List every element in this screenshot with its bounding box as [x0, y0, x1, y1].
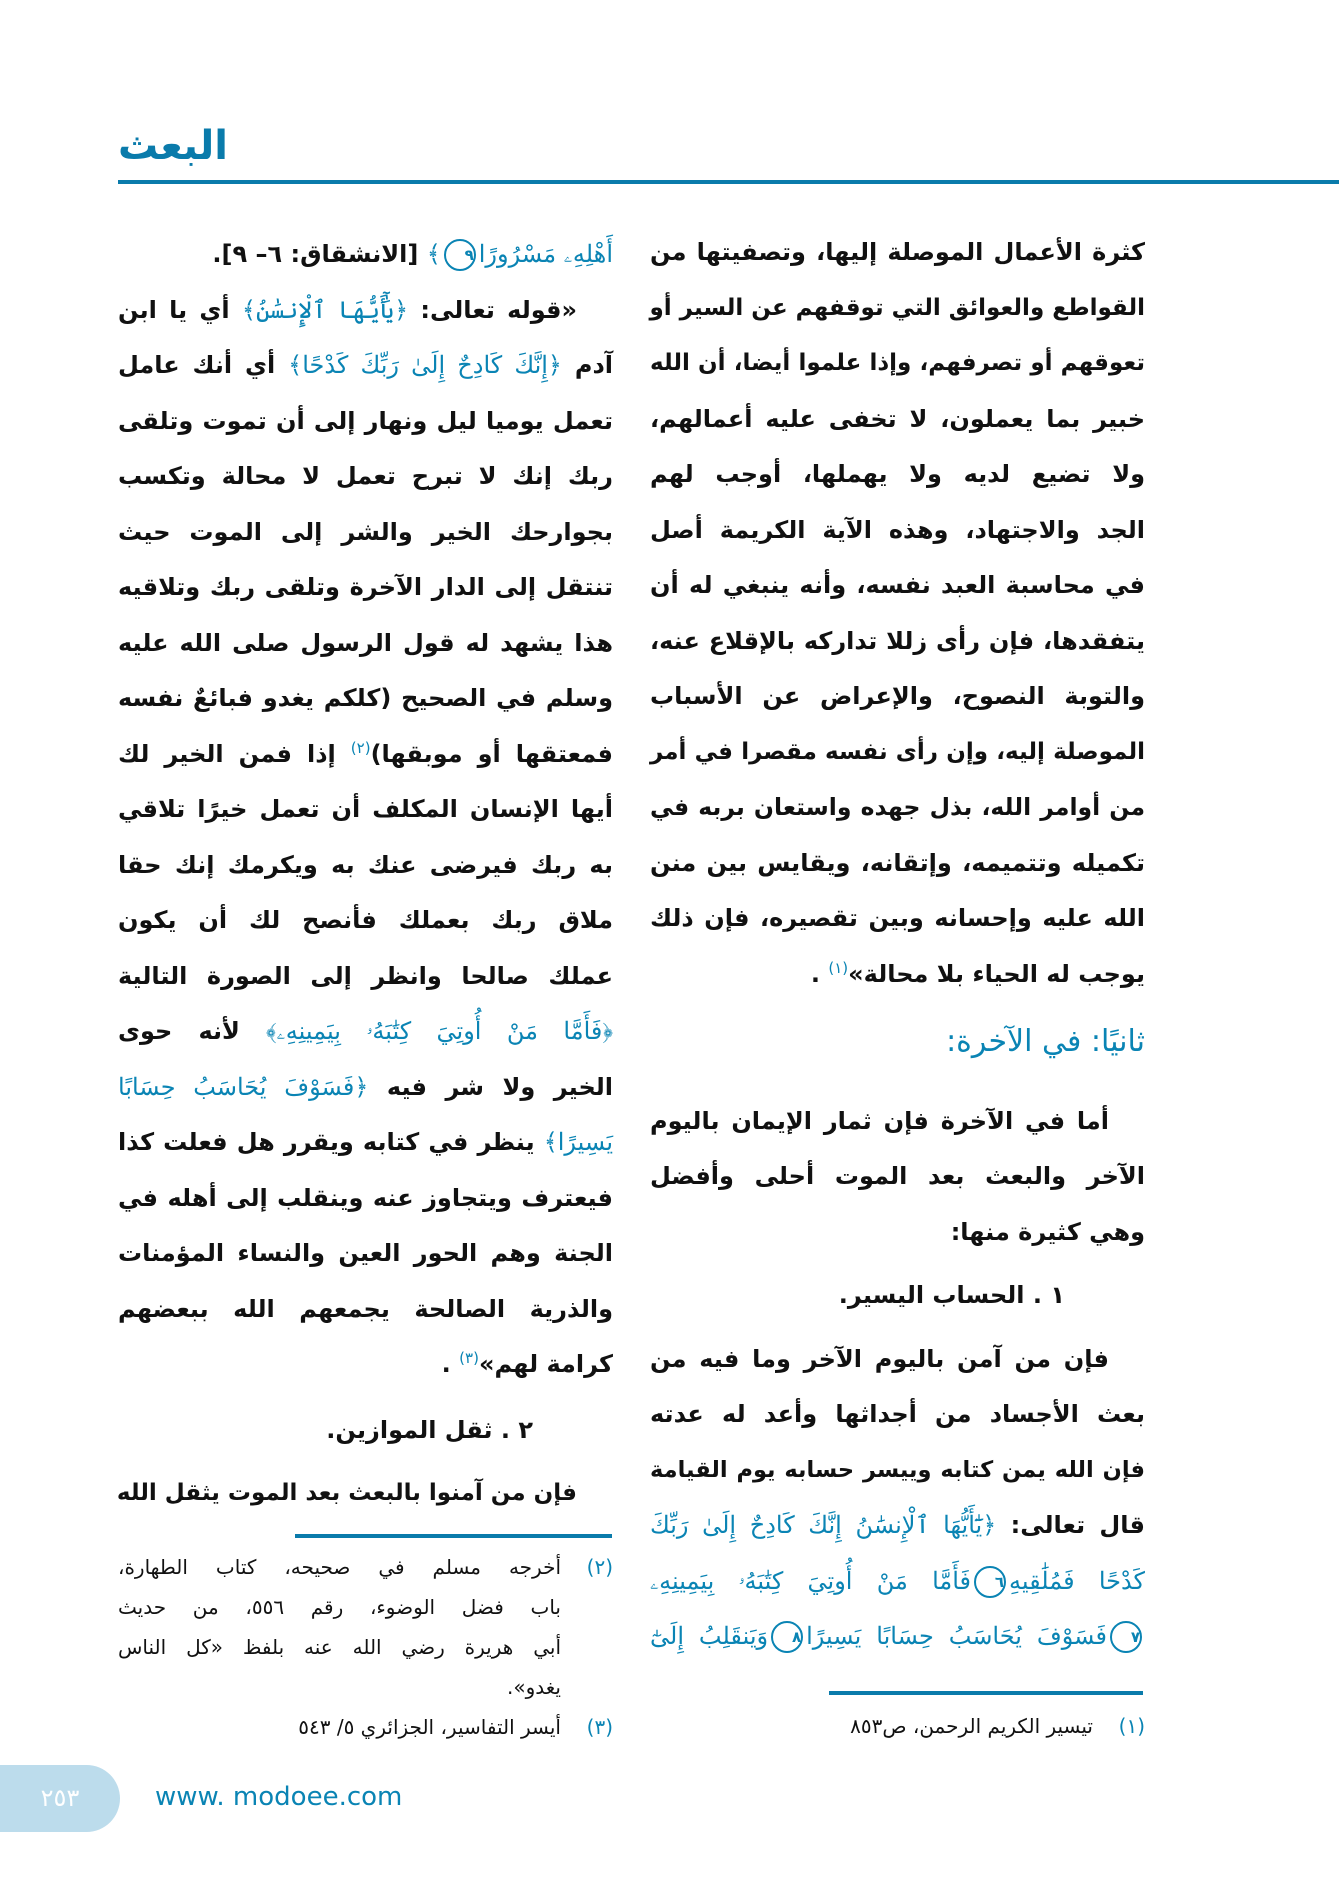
right-column — [650, 225, 1145, 1665]
section-heading — [650, 1014, 1145, 1070]
text-line — [650, 614, 1145, 670]
text-segment: فإن من آمن باليوم الآخر وما فيه من — [650, 1344, 1109, 1373]
quran-verse: كَدْحًا فَمُلَٰقِيهِ — [1009, 1566, 1145, 1595]
footnote — [650, 1706, 1145, 1746]
ayah-number-marker: ٦ — [974, 1566, 1006, 1598]
footnote-line: أيسر التفاسير، الجزائري ٥/ ٥٤٣ — [298, 1715, 561, 1739]
text-line — [650, 780, 1145, 836]
text-line — [650, 447, 1145, 503]
text-segment: ينظر في كتابه ويقرر هل فعلت كذا — [118, 1128, 544, 1156]
text-segment: يوجب له الحياء بلا محالة» — [848, 959, 1145, 988]
quran-verse: أَهْلِهِۦ مَسْرُورًا — [478, 240, 613, 268]
text-segment: عملك صالحا وانظر إلى الصورة التالية — [118, 961, 613, 990]
header-divider — [118, 180, 1339, 184]
text-line — [650, 1498, 1145, 1554]
text-segment: «قوله تعالى: — [408, 295, 577, 324]
text-segment: وسلم في الصحيح (كلكم يغدو فبائعٌ نفسه — [118, 684, 613, 712]
footnote-line: تيسير الكريم الرحمن، ص٨٥٣ — [850, 1714, 1093, 1738]
text-segment: الموصلة إليه، وإن رأى نفسه مقصرا في أمر — [650, 738, 1145, 765]
website-link[interactable]: www. modoee.com — [155, 1782, 403, 1812]
text-segment: تنتقل إلى الدار الآخرة وتلقى ربك وتلاقيه — [118, 573, 613, 601]
text-line — [118, 782, 613, 838]
text-segment: ١ . الحساب اليسير. — [838, 1281, 1065, 1309]
text-segment: هذا يشهد له قول الرسول صلى الله عليه — [118, 628, 613, 657]
text-segment: كرامة لهم» — [478, 1350, 613, 1378]
text-segment: . — [810, 959, 829, 988]
text-line — [650, 1387, 1145, 1443]
ayah-number-marker: ٨ — [771, 1621, 803, 1653]
text-line — [118, 1171, 613, 1227]
footnotes-left — [118, 1547, 613, 1747]
text-segment: أيها الإنسان المكلف أن تعمل خيرًا تلاقي — [118, 795, 613, 823]
text-segment: لأنه حوى — [118, 1017, 267, 1045]
ayah-number-marker: ٩ — [444, 239, 476, 271]
text-segment: آدم — [561, 351, 613, 379]
text-line — [650, 947, 1145, 1003]
text-segment: قال تعالى: — [996, 1511, 1145, 1539]
text-line — [118, 616, 613, 672]
text-line — [650, 1609, 1145, 1665]
text-segment: إذا فمن الخير لك — [118, 739, 351, 768]
text-segment: وهي كثيرة منها: — [950, 1217, 1145, 1246]
text-line — [118, 449, 613, 505]
text-line — [650, 891, 1145, 947]
footnote — [118, 1707, 613, 1747]
text-segment: تعوقهم أو تصرفهم، وإذا علموا أيضا، أن الله — [650, 350, 1145, 376]
text-segment: بعث الأجساد من أجداثها وأعد له عدته — [650, 1400, 1145, 1428]
quran-verse: ﴿يَٰٓأَيُّهَا ٱلْإِنسَٰنُ﴾ — [241, 295, 409, 324]
text-line — [650, 669, 1145, 725]
quran-verse: ﴿يَٰٓأَيُّهَا ٱلْإِنسَٰنُ إِنَّكَ كَادِحٌ إِلَىٰ رَبِّكَ — [650, 1511, 997, 1539]
text-segment: أما في الآخرة فإن ثمار الإيمان باليوم — [650, 1106, 1109, 1135]
footnote-text — [118, 1707, 561, 1747]
text-segment: ولا تضيع لديه ولا يهملها، أوجب لهم — [650, 460, 1145, 488]
text-segment: كثرة الأعمال الموصلة إليها، وتصفيتها من — [650, 238, 1145, 266]
footnote-divider-right — [829, 1691, 1143, 1695]
text-line — [650, 225, 1145, 281]
text-segment: أي أنك عامل — [118, 351, 289, 379]
text-segment: فيعترف ويتجاوز عنه وينقلب إلى أهله في — [118, 1183, 613, 1212]
quran-verse: ﴿فَأَمَّا مَنْ أُوتِيَ كِتَٰبَهُۥ بِيَمِينِهِۦ﴾ — [266, 1017, 613, 1045]
footnote-number: (١) — [1118, 1714, 1145, 1738]
footnote-divider-left — [295, 1534, 612, 1538]
ayah-number-marker: ٧ — [1110, 1621, 1142, 1653]
footnote-reference[interactable]: (٢) — [350, 738, 371, 757]
text-line — [118, 1282, 613, 1338]
text-line — [118, 338, 613, 394]
text-line — [650, 336, 1145, 392]
text-segment: يتفقدها، فإن رأى زللا تداركه بالإقلاع عنه، — [650, 626, 1145, 655]
list-item-heading — [650, 1268, 1145, 1324]
text-line — [118, 838, 613, 894]
footnote-number: (٣) — [586, 1715, 613, 1739]
text-segment: بجوارحك الخير والشر إلى الموت حيث — [118, 517, 613, 546]
text-line — [650, 1094, 1145, 1150]
text-segment: القواطع والعوائق التي توقفهم عن السير أو — [649, 294, 1145, 321]
footnotes-right — [650, 1706, 1145, 1746]
text-line — [118, 560, 613, 616]
text-segment: ثانيًا: في الآخرة: — [946, 1024, 1145, 1059]
text-segment: فإن الله يمن كتابه وييسر حسابه يوم القيامة — [650, 1456, 1145, 1483]
text-line — [118, 1060, 613, 1116]
text-segment: الآخر والبعث بعد الموت أحلى وأفضل — [650, 1162, 1145, 1190]
text-segment: أي يا ابن — [118, 295, 242, 324]
quran-verse: ﴿إِنَّكَ كَادِحٌ إِلَىٰ رَبِّكَ كَدْحًا﴾ — [288, 351, 562, 379]
text-line — [118, 893, 613, 949]
footnote-text — [118, 1547, 561, 1707]
text-segment: والذرية الصالحة يجمعهم الله ببعضهم — [118, 1294, 613, 1323]
text-segment: والتوبة النصوح، والإعراض عن الأسباب — [650, 682, 1145, 710]
text-line — [650, 392, 1145, 448]
text-line — [118, 949, 613, 1005]
text-line — [118, 1004, 613, 1060]
text-segment: في محاسبة العبد نفسه، وأنه ينبغي له أن — [650, 571, 1145, 599]
text-line — [650, 1443, 1145, 1499]
footnote — [118, 1547, 613, 1707]
text-line — [118, 1115, 613, 1171]
chapter-title: البعث — [118, 123, 228, 169]
list-item-heading — [118, 1403, 613, 1459]
text-line — [118, 1337, 613, 1393]
text-line — [118, 394, 613, 450]
left-column — [118, 227, 613, 1522]
text-segment: فإن من آمنوا بالبعث بعد الموت يثقل الله — [116, 1480, 577, 1506]
text-segment: ربك إنك لا تبرح تعمل لا محالة وتكسب — [118, 462, 613, 490]
footnote-line: أخرجه مسلم في صحيحه، كتاب الطهارة، — [118, 1555, 561, 1579]
text-line — [118, 283, 613, 339]
footnote-line: باب فضل الوضوء، رقم ٥٥٦، من حديث — [118, 1595, 561, 1619]
text-segment: ٢ . ثقل الموازين. — [326, 1415, 533, 1444]
text-line — [650, 558, 1145, 614]
text-line — [650, 1149, 1145, 1205]
footnote-line: أبي هريرة رضي الله عنه بلفظ «كل الناس — [118, 1635, 561, 1659]
text-segment: الخير ولا شر فيه — [368, 1072, 613, 1101]
quran-verse: ﴿فَسَوْفَ يُحَاسَبُ حِسَابًا — [118, 1072, 369, 1101]
quran-verse: ﴾ — [426, 240, 441, 268]
text-segment: ملاق ربك بعملك فأنصح لك أن يكون — [118, 906, 613, 934]
text-line — [650, 1554, 1145, 1610]
quran-verse: فَسَوْفَ يُحَاسَبُ حِسَابًا يَسِيرًا — [806, 1622, 1108, 1650]
text-line — [118, 727, 613, 783]
text-segment: خبير بما يعملون، لا تخفى عليه أعمالهم، — [650, 404, 1145, 433]
text-line — [650, 503, 1145, 559]
text-line — [118, 1226, 613, 1282]
text-segment: الجد والاجتهاد، وهذه الآية الكريمة أصل — [650, 515, 1145, 544]
text-segment: [الانشقاق: ٦– ٩]. — [212, 240, 427, 268]
footnote-reference[interactable]: (١) — [828, 958, 849, 977]
text-segment: . — [441, 1350, 460, 1378]
footnote-line: يغدو». — [507, 1675, 561, 1699]
footnote-number: (٢) — [586, 1555, 613, 1579]
text-segment: الجنة وهم الحور العين والنساء المؤمنات — [118, 1239, 613, 1267]
text-line — [650, 281, 1145, 337]
text-segment: تعمل يوميا ليل ونهار إلى أن تموت وتلقى — [118, 406, 613, 435]
quran-verse: وَيَنقَلِبُ إِلَىٰٓ — [650, 1622, 769, 1650]
text-segment: الله عليه وإحسانه وبين تقصيره، فإن ذلك — [650, 904, 1145, 932]
text-line — [650, 836, 1145, 892]
text-line — [650, 725, 1145, 781]
quran-verse: يَسِيرًا﴾ — [543, 1128, 613, 1156]
text-line — [118, 227, 613, 283]
quran-verse: فَأَمَّا مَنْ أُوتِيَ كِتَٰبَهُۥ بِيَمِينِهِۦ — [650, 1566, 972, 1595]
text-segment: من أوامر الله، بذل جهده واستعان بربه في — [650, 793, 1145, 821]
text-segment: تكميله وتتميمه، وإتقانه، ويقايس بين منن — [650, 848, 1145, 877]
text-segment: فمعتقها أو موبقها) — [370, 739, 613, 768]
text-line — [118, 671, 613, 727]
text-line — [650, 1332, 1145, 1388]
footnote-reference[interactable]: (٣) — [459, 1349, 479, 1367]
text-line — [118, 505, 613, 561]
page-number: ٢٥٣ — [0, 1765, 120, 1832]
text-line — [650, 1205, 1145, 1261]
footnote-text — [650, 1706, 1093, 1746]
text-segment: به ربك فيرضى عنك به ويكرمك إنك حقا — [118, 850, 613, 879]
text-line — [118, 1466, 613, 1522]
